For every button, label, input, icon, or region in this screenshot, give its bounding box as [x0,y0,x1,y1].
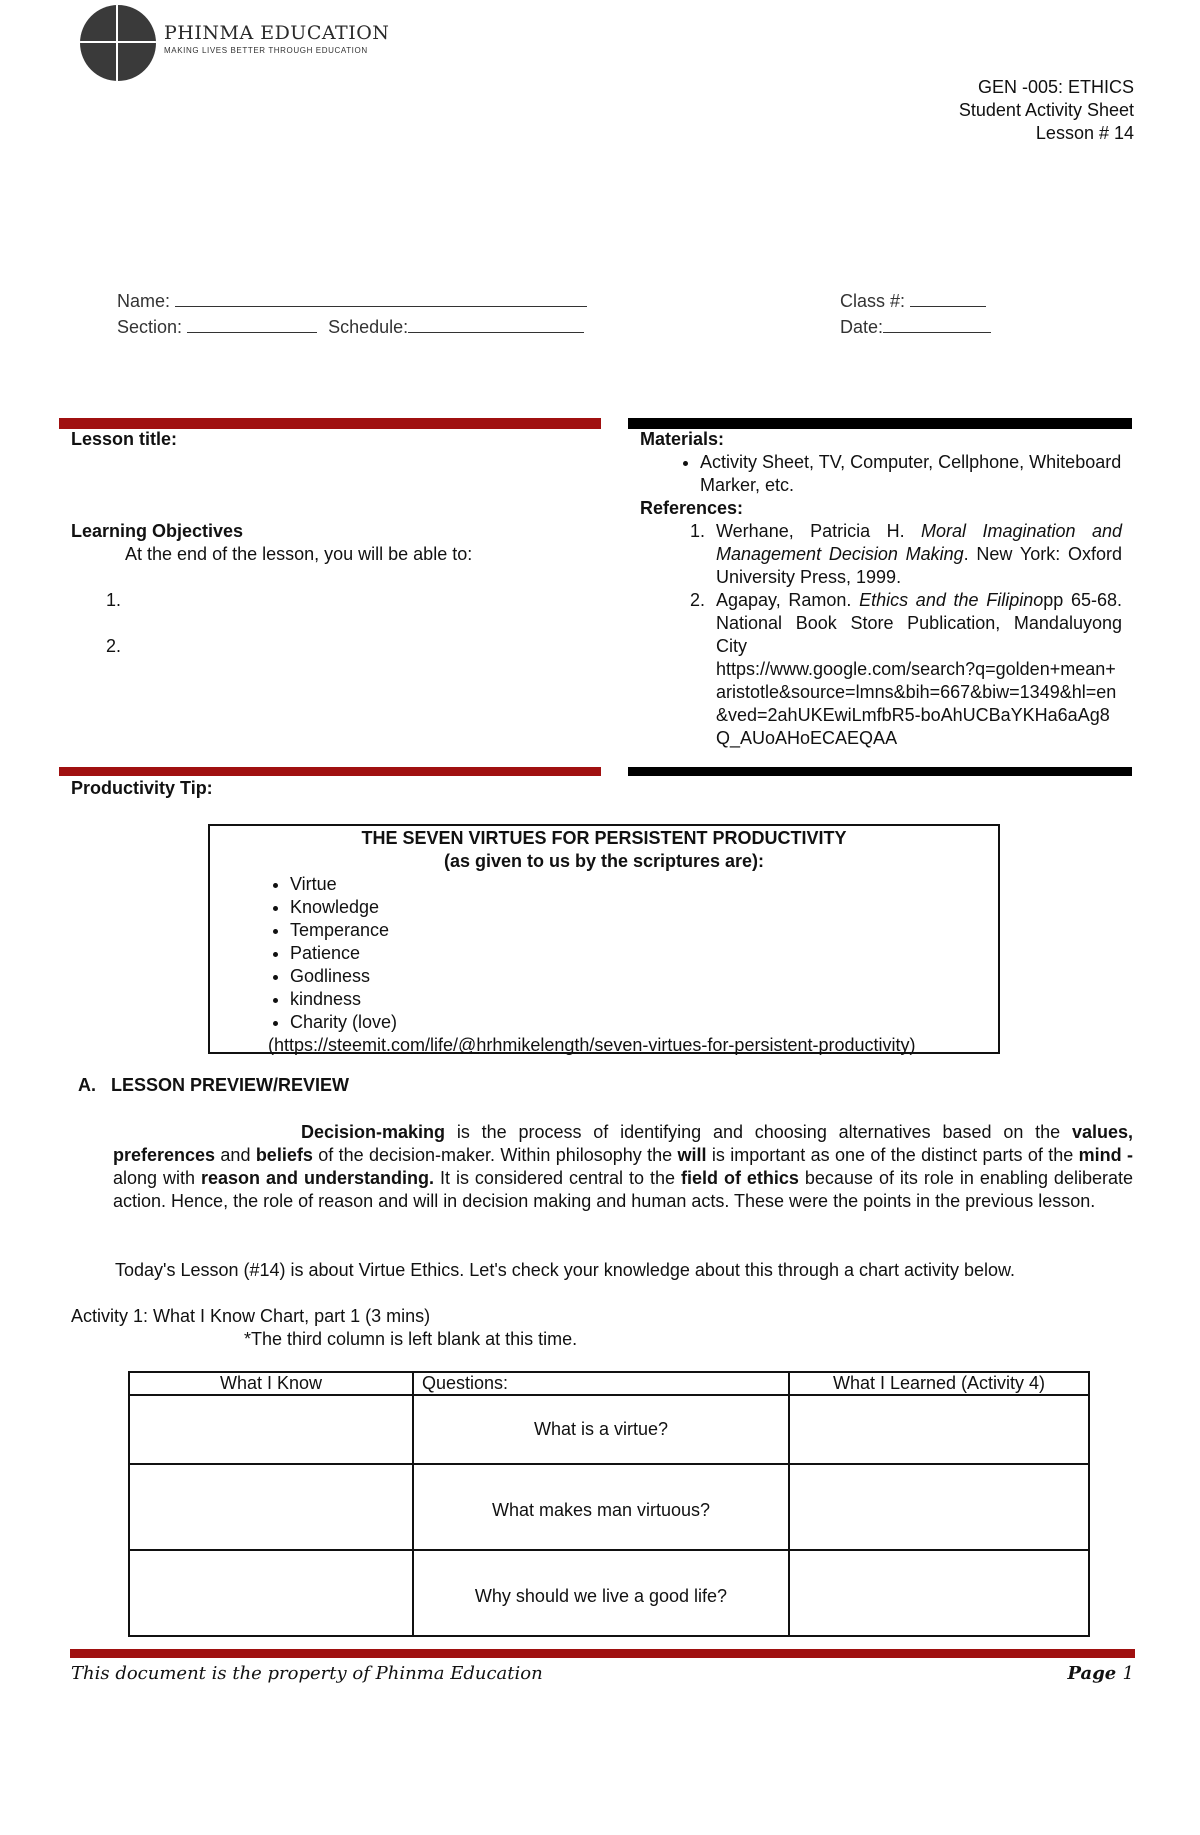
virtue-item: • kindness [290,988,998,1011]
table-row [129,1550,1089,1636]
section-field [117,314,584,338]
document-header [959,76,1134,145]
what-i-learned-cell[interactable] [789,1550,1089,1636]
objective-1: 1. [106,590,122,610]
objectives-label: Learning Objectives [71,521,244,541]
question-cell: Why should we live a good life? [413,1550,789,1636]
table-header-row [129,1372,1089,1395]
virtue-item: • Charity (love) [290,1011,998,1034]
what-i-know-cell[interactable] [129,1464,413,1550]
section-label: Section: [117,317,183,337]
reference-item: 2. Agapay, Ramon. Ethics and the Filipinopp 65-68. National Book Store Publication, Mandaluyong City [710,589,1122,658]
logo-emblem [80,5,156,81]
header-what-i-know: What I Know [129,1372,413,1395]
reference-item: 1. Werhane, Patricia H. Moral Imagination and Management Decision Making. New York: Oxford University Press, 1999. [710,520,1122,589]
header-questions: Questions: [413,1372,789,1395]
virtue-item: • Patience [290,942,998,965]
references-label: References: [640,498,744,518]
materials-references [640,428,1122,773]
page-number-value: 1 [1122,1663,1134,1684]
lesson-title-label: Lesson title: [71,429,178,449]
date-blank[interactable] [883,314,991,333]
name-label: Name: [117,291,171,311]
what-i-know-cell[interactable] [129,1395,413,1464]
page-label: Page [1067,1663,1117,1684]
class-blank[interactable] [910,288,986,307]
section-blank[interactable] [187,314,317,333]
logo-name: PHINMA EDUCATION [164,22,390,44]
what-i-learned-cell[interactable] [789,1395,1089,1464]
todays-lesson-text: Today's Lesson (#14) is about Virtue Ethics. Let's check your knowledge about this through a chart activity below. [115,1260,1016,1280]
productivity-subtitle: (as given to us by the scriptures are): [443,851,765,871]
footer-property-note: This document is the property of Phinma Education [71,1663,543,1684]
materials-label: Materials: [640,429,725,449]
date-label: Date: [840,317,884,337]
objective-2: 2. [106,636,122,656]
class-label: Class #: [840,291,906,311]
references-list [640,520,1122,773]
table-row [129,1395,1089,1464]
productivity-label: Productivity Tip: [71,778,213,798]
virtue-item: • Knowledge [290,896,998,919]
header-what-i-learned: What I Learned (Activity 4) [789,1372,1089,1395]
materials-item: • Activity Sheet, TV, Computer, Cellphone, Whiteboard Marker, etc. [700,451,1122,497]
section-a-letter: A. [78,1075,96,1095]
footer-bar [70,1649,1135,1658]
activity-title: Activity 1: What I Know Chart, part 1 (3 mins) [71,1306,431,1326]
preview-paragraph: Decision-making is the process of identifying and choosing alternatives based on the values, preferences and beliefs of the decision-maker. Within philosophy the will is important as one of the distinct parts of the mind - along with reason and understanding. It is considered central to the field of ethics because of its role in enabling deliberate action. Hence, the role of reason and will in decision making and human acts. These were the points in the previous lesson. [113,1122,1133,1211]
activity-note: *The third column is left blank at this time. [244,1329,578,1349]
date-field [840,314,991,338]
virtue-item: • Godliness [290,965,998,988]
left-bottom-bar [59,767,601,776]
section-a-title: LESSON PREVIEW/REVIEW [111,1075,350,1095]
name-blank[interactable] [175,288,587,307]
lesson-info [71,428,591,658]
question-cell: What makes man virtuous? [413,1464,789,1550]
productivity-title: THE SEVEN VIRTUES FOR PERSISTENT PRODUCTIVITY [361,828,847,848]
what-i-know-cell[interactable] [129,1550,413,1636]
materials-list [640,451,1122,497]
productivity-source[interactable]: (https://steemit.com/life/@hrhmikelength/seven-virtues-for-persistent-productivity) [268,1035,916,1055]
section-a-heading [78,1075,349,1096]
schedule-blank[interactable] [408,314,584,333]
virtue-item: • Temperance [290,919,998,942]
know-chart-table [128,1371,1090,1637]
course-code: GEN -005: ETHICS [977,77,1134,97]
sheet-type: Student Activity Sheet [958,100,1134,120]
reference-link[interactable]: 3. https://www.google.com/search?q=golden+mean+aristotle&source=lmns&bih=667&biw=1349&hl=en&ved=2ahUKEwiLmfbR5-boAhUCBaYKHa6aAg8Q_AUoAHoECAEQAA [710,658,1122,773]
lesson-number: Lesson # 14 [1035,123,1134,143]
class-field [840,288,986,312]
virtues-list [210,873,998,1034]
table-row [129,1464,1089,1550]
objectives-intro: At the end of the lesson, you will be able to: [125,544,473,564]
logo-tagline: MAKING LIVES BETTER THROUGH EDUCATION [164,46,368,55]
schedule-label: Schedule: [328,317,409,337]
right-bottom-bar [628,767,1132,776]
virtue-item: • Virtue [290,873,998,896]
productivity-box [208,824,1000,1054]
question-cell: What is a virtue? [413,1395,789,1464]
page-number [1068,1663,1135,1684]
name-field [117,288,587,312]
what-i-learned-cell[interactable] [789,1464,1089,1550]
